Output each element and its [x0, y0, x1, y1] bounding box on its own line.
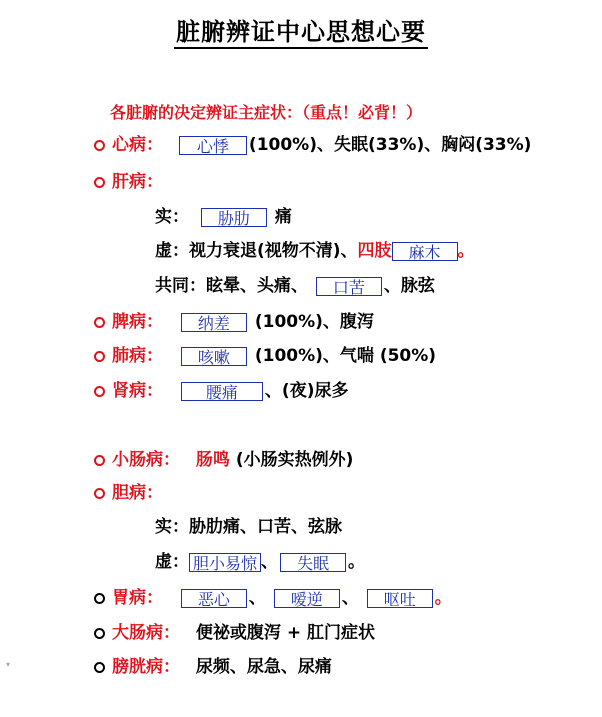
bullet-icon	[94, 488, 105, 499]
gallbladder-label: 胆病：	[112, 483, 163, 503]
small-intestine-label: 小肠病：	[112, 450, 180, 470]
bullet-icon	[94, 140, 105, 151]
bullet-icon	[94, 386, 105, 397]
liver-shi-box: 胁肋	[201, 208, 267, 227]
lung-key-symptom: 咳嗽	[181, 347, 247, 366]
liver-xu-text: 视力衰退(视物不清)、	[189, 241, 358, 261]
large-intestine-label: 大肠病：	[112, 623, 180, 643]
stomach-box2: 嗳逆	[274, 589, 340, 608]
gallbladder-xu-row	[155, 551, 365, 573]
bladder-text: 尿频、尿急、尿痛	[195, 657, 332, 677]
lung-label: 肺病：	[112, 346, 163, 366]
kidney-key-symptom: 腰痛	[181, 382, 263, 401]
liver-row	[94, 171, 163, 193]
kidney-text: 、(夜)尿多	[264, 381, 349, 401]
kidney-label: 肾病：	[112, 381, 163, 401]
bullet-icon	[94, 662, 105, 673]
liver-common-label: 共同：	[155, 276, 206, 296]
liver-common-text: 眩晕、头痛、	[206, 276, 308, 296]
lung-row	[94, 345, 436, 367]
gallbladder-xu-sep: 、	[261, 552, 278, 572]
small-intestine-key-symptom: 肠鸣	[195, 450, 230, 470]
liver-shi-after: 痛	[274, 207, 292, 227]
liver-shi-label: 实：	[155, 207, 189, 227]
liver-label: 肝病：	[112, 172, 163, 192]
liver-common-box: 口苦	[316, 277, 382, 296]
bullet-icon	[94, 455, 105, 466]
gallbladder-xu-dot: 。	[348, 552, 365, 572]
heart-row	[94, 134, 531, 156]
bullet-icon	[94, 593, 105, 604]
corner-marker-icon: ▾	[6, 660, 11, 669]
gallbladder-xu-box1: 胆小易惊	[189, 553, 261, 572]
gallbladder-xu-box2: 失眠	[280, 553, 346, 572]
kidney-row	[94, 380, 348, 402]
spleen-key-symptom: 纳差	[181, 313, 247, 332]
liver-common-after: 、脉弦	[383, 276, 435, 296]
bullet-icon	[94, 628, 105, 639]
large-intestine-text: 便祕或腹泻 + 肛门症状	[195, 623, 376, 643]
liver-xu-label: 虚：	[155, 241, 189, 261]
stomach-row	[94, 587, 452, 609]
spleen-row	[94, 311, 374, 333]
heart-label: 心病：	[112, 135, 163, 155]
bladder-row	[94, 656, 332, 678]
liver-xu-row	[155, 240, 475, 262]
heart-key-symptom: 心悸	[179, 136, 247, 155]
liver-common-row	[155, 275, 435, 297]
liver-shi-row	[155, 206, 292, 228]
bladder-label: 膀胱病：	[112, 657, 180, 677]
bullet-icon	[94, 317, 105, 328]
stomach-box3: 呕吐	[367, 589, 433, 608]
lung-text: (100%)、气喘 (50%)	[254, 346, 437, 366]
large-intestine-row	[94, 622, 375, 644]
small-intestine-text: (小肠实热例外)	[235, 450, 354, 470]
liver-xu-box: 麻木	[392, 242, 458, 261]
spleen-label: 脾病：	[112, 312, 163, 332]
gallbladder-shi-label: 实：	[155, 517, 189, 537]
stomach-sep1: 、	[248, 588, 266, 608]
gallbladder-shi-row	[155, 516, 342, 538]
heart-text: (100%)、失眠(33%)、胸闷(33%)	[248, 135, 532, 155]
page-title: 脏腑辨证中心思想心要	[0, 12, 602, 47]
stomach-sep2: 、	[341, 588, 359, 608]
stomach-label: 胃病：	[112, 588, 163, 608]
liver-xu-dot: 。	[457, 241, 475, 261]
gallbladder-xu-label: 虚：	[155, 552, 189, 572]
small-intestine-row	[94, 449, 353, 471]
gallbladder-row	[94, 482, 163, 504]
spleen-text: (100%)、腹泻	[254, 312, 374, 332]
gallbladder-shi-text: 胁肋痛、口苦、弦脉	[189, 517, 342, 537]
bullet-icon	[94, 351, 105, 362]
bullet-icon	[94, 177, 105, 188]
liver-xu-red: 四肢	[357, 241, 392, 261]
intro-heading: 各脏腑的决定辨证主症状：（重点！必背！）	[110, 103, 423, 122]
stomach-dot: 。	[434, 588, 452, 608]
stomach-box1: 恶心	[181, 589, 247, 608]
